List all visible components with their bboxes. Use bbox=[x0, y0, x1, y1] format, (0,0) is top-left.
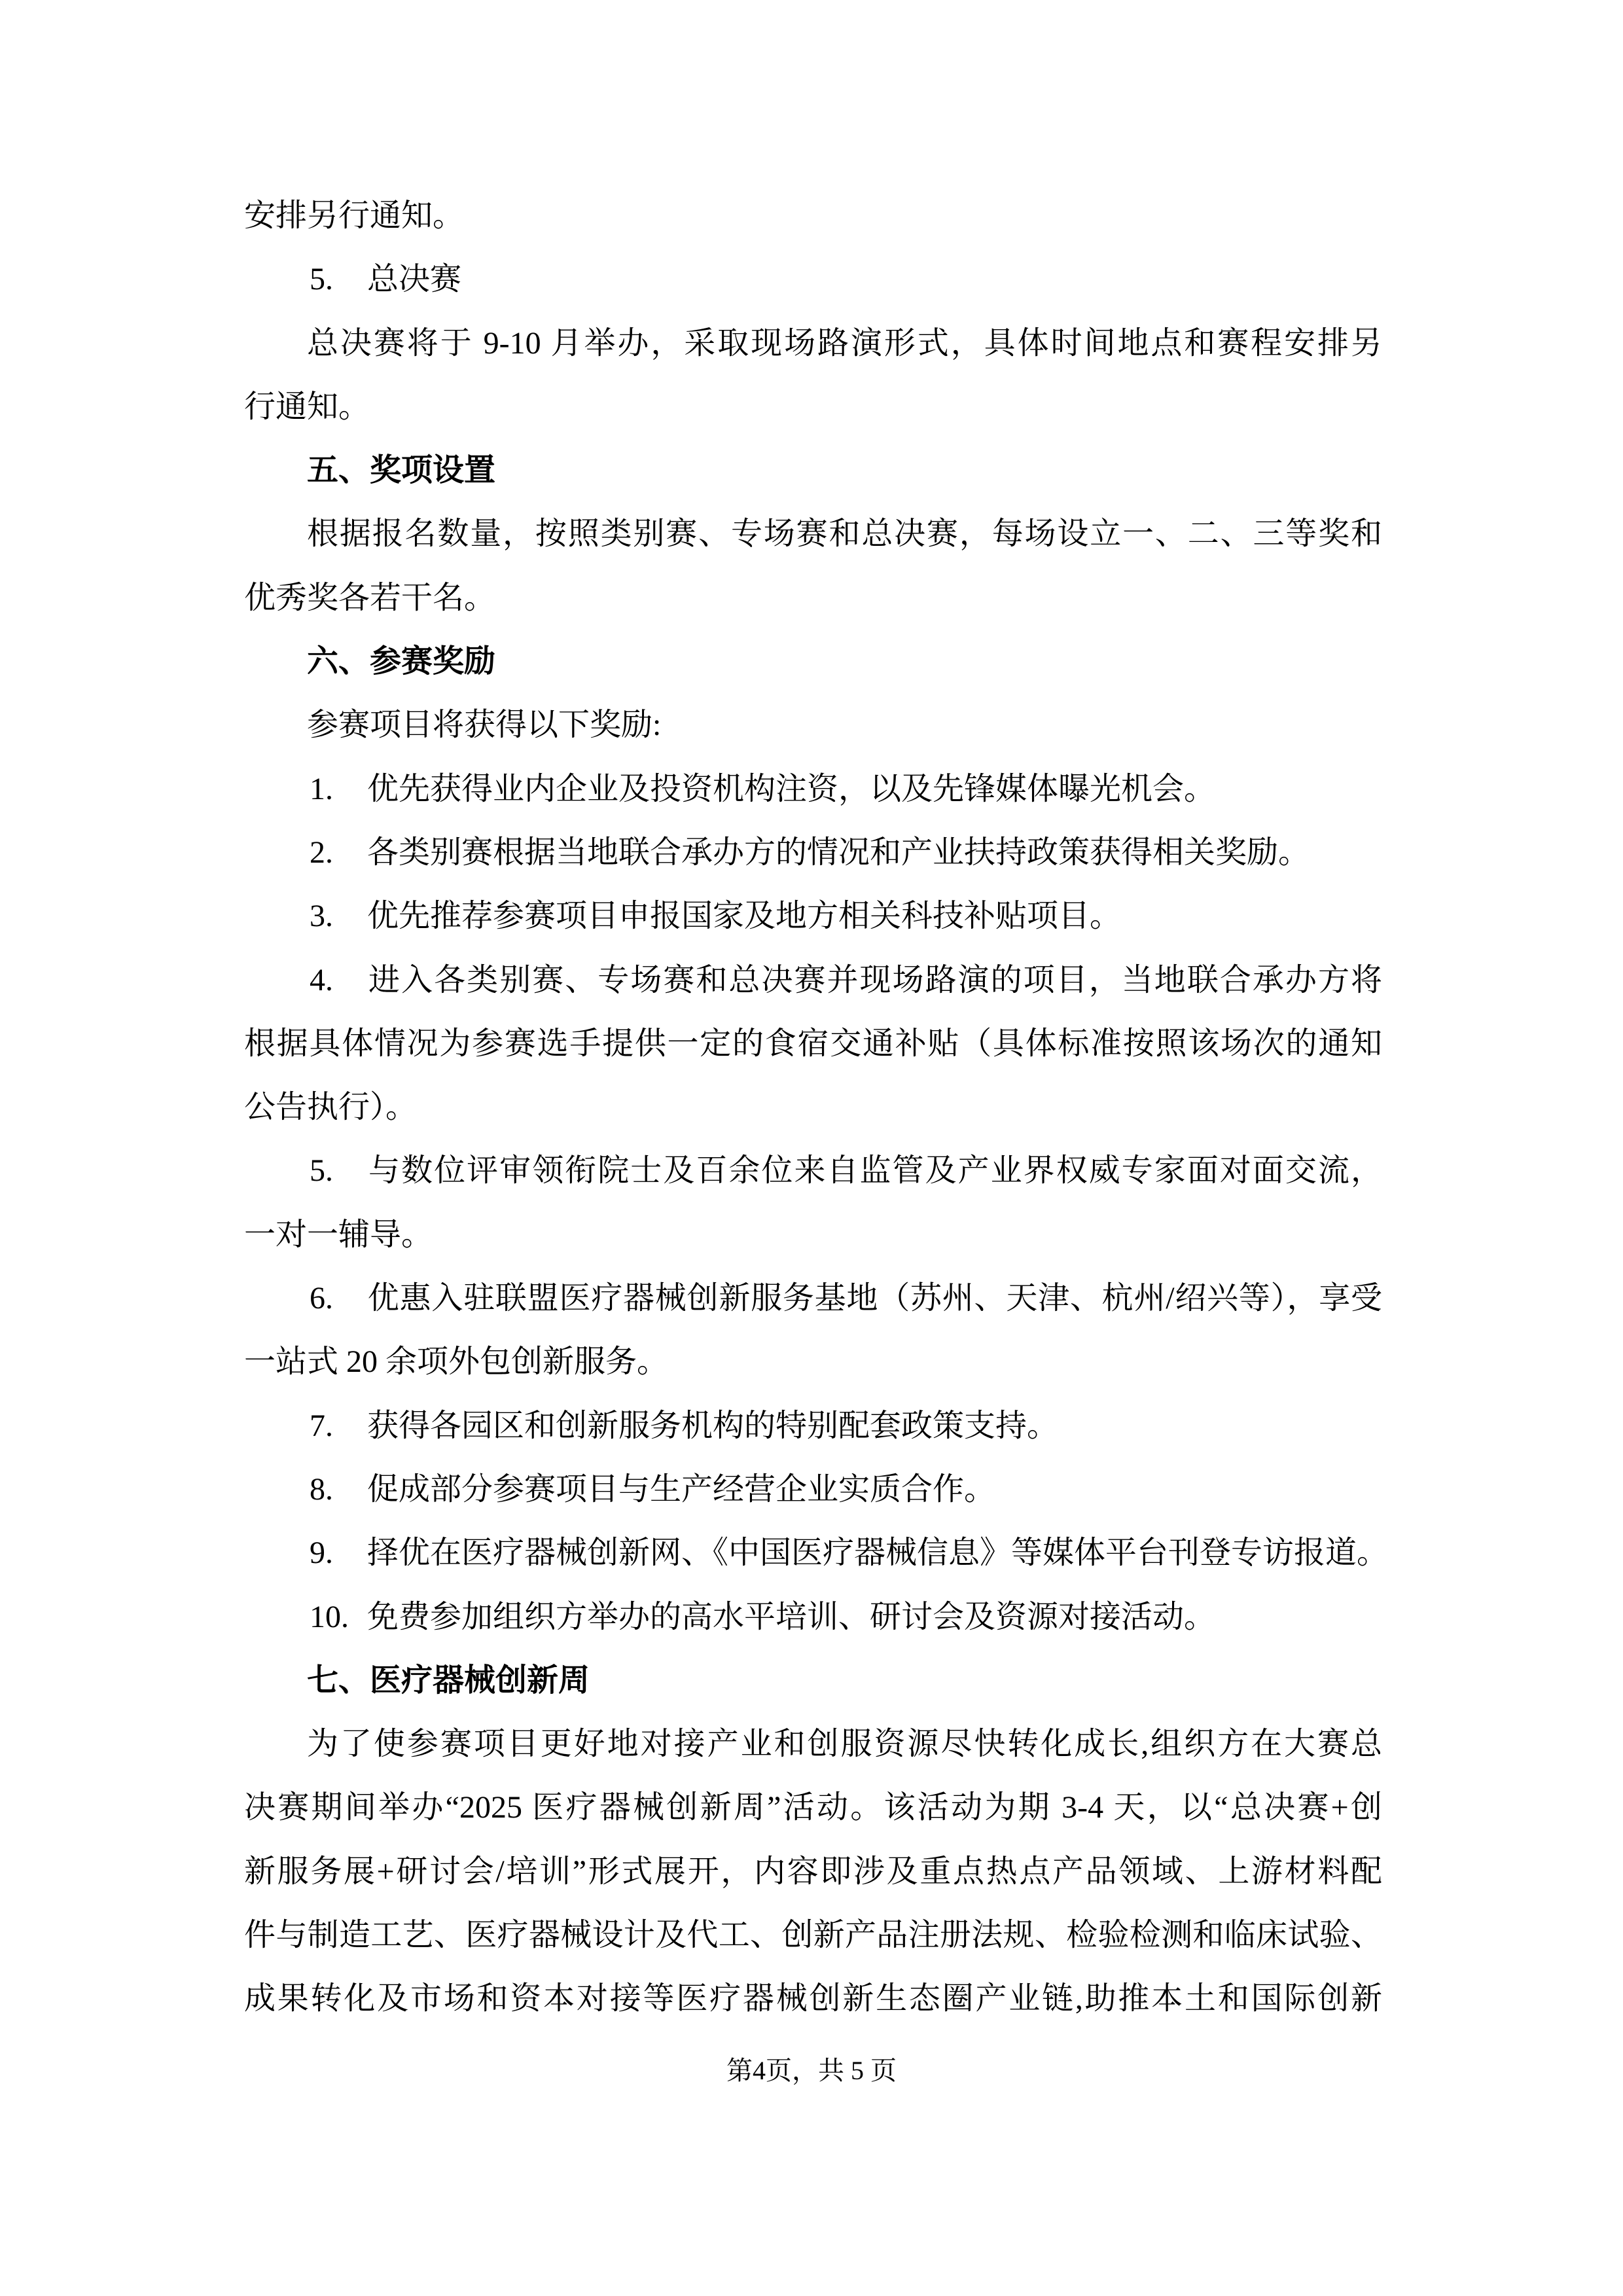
doc-line-text: 择优在医疗器械创新网、《中国医疗器械信息》等媒体平台刊登专访报道。 bbox=[367, 1535, 1389, 1571]
doc-line: 根据具体情况为参赛选手提供一定的食宿交通补贴（具体标准按照该场次的通知 bbox=[244, 1026, 1382, 1061]
doc-line-text: 总决赛 bbox=[367, 262, 462, 297]
section-heading: 五、奖项设置 bbox=[307, 453, 496, 488]
doc-line bbox=[244, 1394, 1382, 1458]
list-number: 5. bbox=[310, 1153, 333, 1189]
doc-line: 总决赛将于 9-10 月举办，采取现场路演形式，具体时间地点和赛程安排另 bbox=[307, 325, 1382, 361]
list-number: 5. bbox=[310, 262, 333, 297]
doc-line: 参赛项目将获得以下奖励: bbox=[307, 708, 662, 743]
list-number: 1. bbox=[310, 771, 333, 806]
doc-line bbox=[244, 948, 1382, 1012]
list-number: 10. bbox=[310, 1599, 349, 1634]
list-number: 6. bbox=[310, 1281, 333, 1316]
doc-line-text: 获得各园区和创新服务机构的特别配套政策支持。 bbox=[367, 1408, 1059, 1443]
doc-line: 为了使参赛项目更好地对接产业和创服资源尽快转化成长,组织方在大赛总 bbox=[307, 1727, 1382, 1762]
list-number: 4. bbox=[310, 962, 333, 997]
doc-line bbox=[244, 1585, 1382, 1649]
section-heading: 七、医疗器械创新周 bbox=[307, 1662, 590, 1698]
doc-line bbox=[244, 247, 1382, 311]
list-number: 2. bbox=[310, 834, 333, 870]
doc-line-text: 优先获得业内企业及投资机构注资，以及先锋媒体曝光机会。 bbox=[367, 771, 1216, 806]
page-footer: 第4页，共 5 页 bbox=[726, 2056, 897, 2085]
doc-line-text: 优惠入驻联盟医疗器械创新服务基地（苏州、天津、杭州/绍兴等），享受 bbox=[367, 1281, 1382, 1316]
doc-line: 根据报名数量，按照类别赛、专场赛和总决赛，每场设立一、二、三等奖和 bbox=[307, 516, 1382, 552]
doc-line: 新服务展+研讨会/培训”形式展开，内容即涉及重点热点产品领域、上游材料配 bbox=[244, 1854, 1382, 1889]
doc-line: 公告执行）。 bbox=[244, 1090, 418, 1125]
section-heading: 六、参赛奖励 bbox=[307, 644, 496, 679]
doc-line bbox=[244, 1266, 1382, 1330]
list-number: 8. bbox=[310, 1471, 333, 1507]
doc-line-text: 优先推荐参赛项目申报国家及地方相关科技补贴项目。 bbox=[367, 899, 1122, 934]
doc-line-text: 进入各类别赛、专场赛和总决赛并现场路演的项目，当地联合承办方将 bbox=[367, 962, 1382, 997]
doc-line bbox=[244, 1458, 1382, 1521]
doc-line: 一站式 20 余项外包创新服务。 bbox=[244, 1344, 669, 1380]
doc-line bbox=[244, 1521, 1389, 1585]
doc-line: 一对一辅导。 bbox=[244, 1217, 433, 1252]
doc-line-text: 与数位评审领衔院士及百余位来自监管及产业界权威专家面对面交流， bbox=[367, 1153, 1382, 1189]
doc-line bbox=[244, 884, 1382, 948]
doc-line bbox=[244, 757, 1382, 821]
list-number: 7. bbox=[310, 1408, 333, 1443]
doc-line: 行通知。 bbox=[244, 389, 370, 424]
list-number: 3. bbox=[310, 899, 333, 934]
doc-line bbox=[244, 1139, 1382, 1202]
doc-line bbox=[244, 821, 1382, 884]
doc-line: 决赛期间举办“2025 医疗器械创新周”活动。该活动为期 3-4 天，以“总决赛+创 bbox=[244, 1790, 1382, 1825]
doc-line: 优秀奖各若干名。 bbox=[244, 580, 496, 615]
doc-line-text: 免费参加组织方举办的高水平培训、研讨会及资源对接活动。 bbox=[367, 1599, 1216, 1634]
doc-line: 件与制造工艺、医疗器械设计及代工、创新产品注册法规、检验检测和临床试验、 bbox=[244, 1918, 1382, 1953]
doc-line-text: 促成部分参赛项目与生产经营企业实质合作。 bbox=[367, 1471, 996, 1507]
doc-line: 成果转化及市场和资本对接等医疗器械创新生态圈产业链,助推本土和国际创新 bbox=[244, 1981, 1382, 2017]
document-body bbox=[244, 184, 1389, 2031]
doc-line: 安排另行通知。 bbox=[244, 198, 465, 233]
doc-line-text: 各类别赛根据当地联合承办方的情况和产业扶持政策获得相关奖励。 bbox=[367, 834, 1310, 870]
list-number: 9. bbox=[310, 1535, 333, 1571]
